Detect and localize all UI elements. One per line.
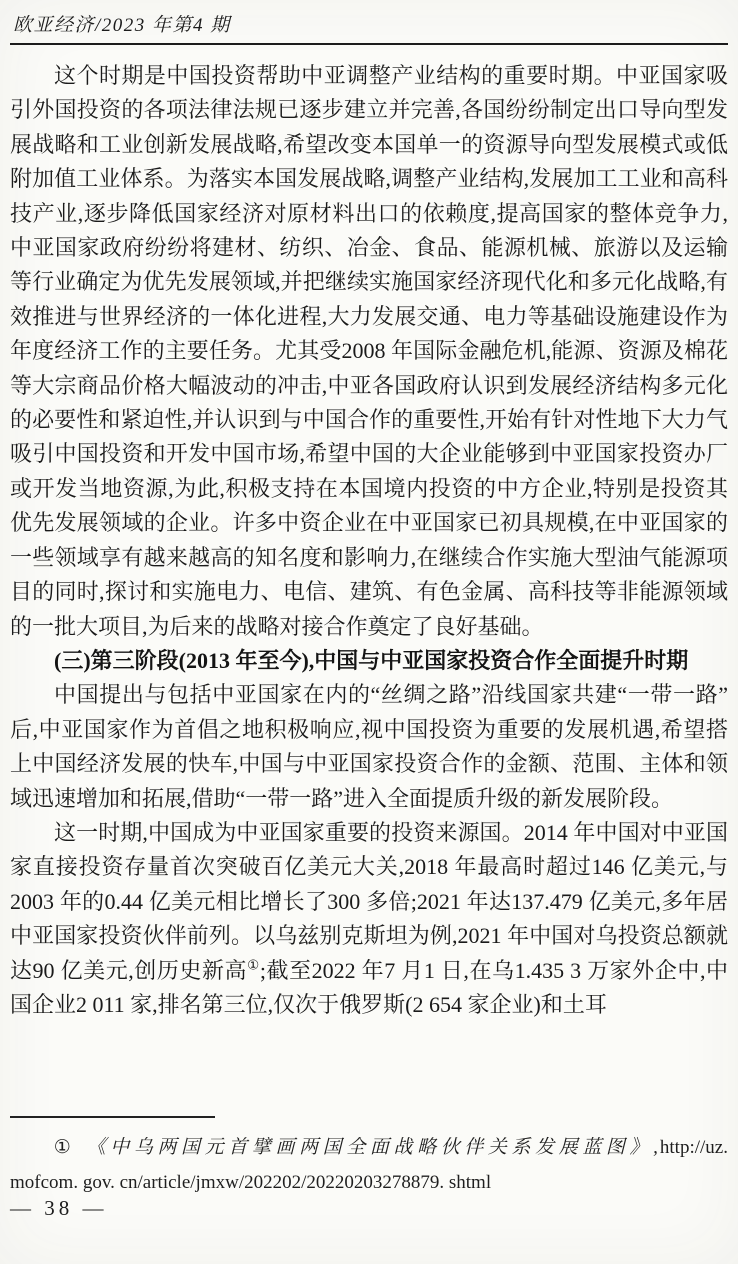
page-footer — [10, 1116, 728, 1200]
article-body — [10, 59, 728, 1022]
page-number: — 38 — — [10, 1196, 108, 1220]
page-header — [10, 14, 728, 45]
paragraph-3-text-before-ref: 这一时期,中国成为中亚国家重要的投资来源国。2014 年中国对中亚国家直接投资存量首次突破百亿美元大关,2018 年最高时超过146 亿美元,与2003 年的0.44 亿美元相比增长了300 多倍;2021 年达137.479 亿美元,多年居中亚国家投资伙伴前列。以乌兹别克斯坦为例,2021 年中国对乌投资总额就达90 亿美元,创历史新高 — [10, 819, 728, 983]
footnote-url: http://uz. mofcom. gov. cn/article/jmxw/202202/20220203278879. shtml — [10, 1137, 728, 1193]
footnote-source-title: 《中乌两国元首擘画两国全面战略伙伴关系发展蓝图》, — [86, 1137, 660, 1158]
section-heading: (三)第三阶段(2013 年至今),中国与中亚国家投资合作全面提升时期 — [54, 647, 689, 673]
footnote-reference-mark: ① — [247, 957, 260, 973]
header-rule — [10, 43, 728, 45]
footnote — [10, 1130, 728, 1200]
journal-issue-line: 欧亚经济/2023 年第4 期 — [13, 15, 231, 36]
paragraph-1: 这个时期是中国投资帮助中亚调整产业结构的重要时期。中亚国家吸引外国投资的各项法律法规已逐步建立并完善,各国纷纷制定出口导向型发展战略和工业创新发展战略,希望改变本国单一的资源导向型发展模式或低附加值工业体系。为落实本国发展战略,调整产业结构,发展加工工业和高科技产业,逐步降低国家经济对原材料出口的依赖度,提高国家的整体竞争力,中亚国家政府纷纷将建材、纺织、冶金、食品、能源机械、旅游以及运输等行业确定为优先发展领域,并把继续实施国家经济现代化和多元化战略,有效推进与世界经济的一体化进程,大力发展交通、电力等基础设施建设作为年度经济工作的主要任务。尤其受2008 年国际金融危机,能源、资源及棉花等大宗商品价格大幅波动的冲击,中亚各国政府认识到发展经济结构多元化的必要性和紧迫性,并认识到与中国合作的重要性,开始有针对性地下大力气吸引中国投资和开发中国市场,希望中国的大企业能够到中亚国家投资办厂或开发当地资源,为此,积极支持在本国境内投资的中方企业,特别是投资其优先发展领域的企业。许多中资企业在中亚国家已初具规模,在中亚国家的一些领域享有越来越高的知名度和影响力,在继续合作实施大型油气能源项目的同时,探讨和实施电力、电信、建筑、有色金属、高科技等非能源领域的一批大项目,为后来的战略对接合作奠定了良好基础。 — [10, 63, 728, 639]
paragraph-3 — [10, 816, 728, 1022]
paragraph-3-text-after-ref: ;截至2022 年7 月1 日,在乌1.435 3 万家外企中,中国企业2 011 家,排名第三位,仅次于俄罗斯(2 654 家企业)和土耳 — [10, 957, 728, 1017]
footnote-separator-rule — [10, 1116, 215, 1118]
paragraph-2: 中国提出与包括中亚国家在内的“丝绸之路”沿线国家共建“一带一路”后,中亚国家作为首倡之地积极响应,视中国投资为重要的发展机遇,希望搭上中国经济发展的快车,中国与中亚国家投资合作的金额、范围、主体和领域迅速增加和拓展,借助“一带一路”进入全面提质升级的新发展阶段。 — [10, 682, 728, 811]
footnote-marker: ① — [53, 1137, 74, 1158]
